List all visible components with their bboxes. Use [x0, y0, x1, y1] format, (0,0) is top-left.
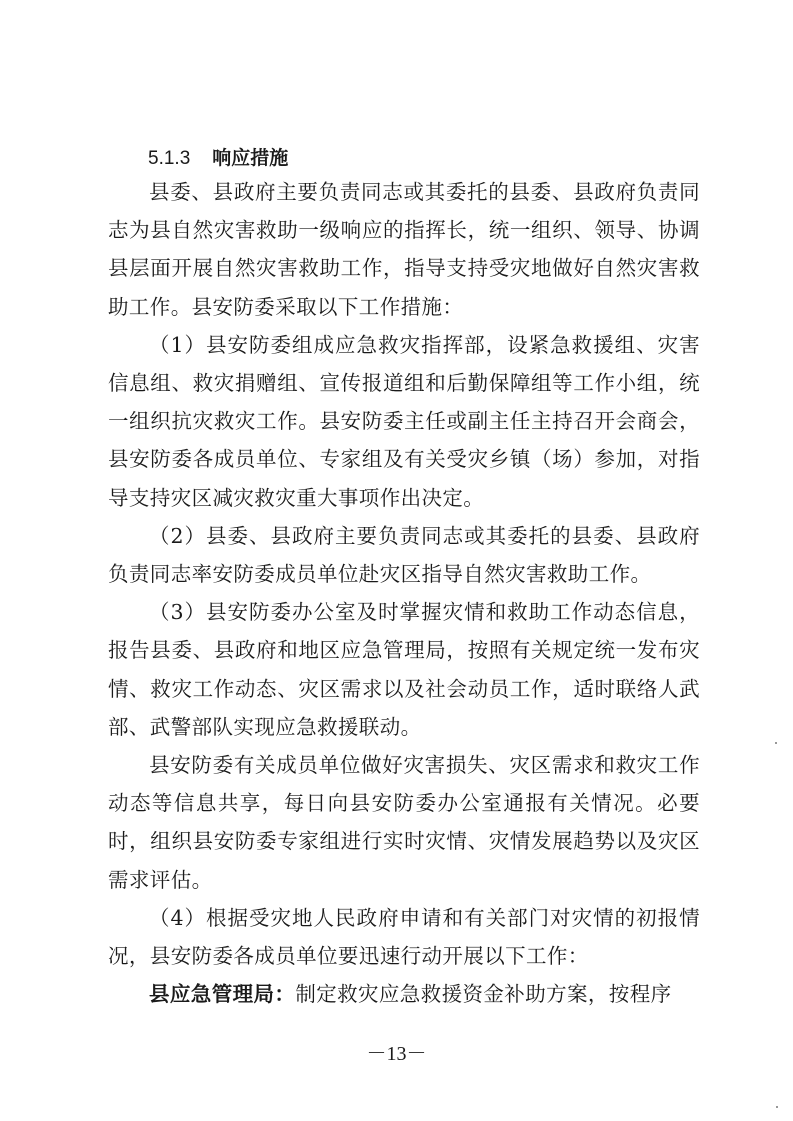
- section-heading: [148, 143, 288, 174]
- paragraph-measure-4: （4）根据受灾地人民政府申请和有关部门对灾情的初报情况，县安防委各成员单位要迅速行动开展以下工作：: [108, 905, 700, 969]
- paragraph-measure-2: （2）县委、县政府主要负责同志或其委托的县委、县政府负责同志率安防委成员单位赴灾区指导自然灾害救助工作。: [108, 523, 700, 587]
- paragraph-measure-3: （3）县安防委办公室及时掌握灾情和救助工作动态信息，报告县委、县政府和地区应急管理局，按照有关规定统一发布灾情、救灾工作动态、灾区需求以及社会动员工作，适时联络人武部、武警部队实现应急救援联动。: [108, 600, 700, 739]
- section-number: 5.1.3: [148, 148, 191, 169]
- section-title: 响应措施: [212, 147, 289, 169]
- paragraph-emergency-bureau: [108, 975, 700, 1013]
- body-text: [108, 173, 700, 1013]
- paragraph-lead-label: 县应急管理局：: [149, 982, 296, 1007]
- paragraph-measure-1: （1）县安防委组成应急救灾指挥部，设紧急救援组、灾害信息组、救灾捐赠组、宣传报道组和后勤保障组等工作小组，统一组织抗灾救灾工作。县安防委主任或副主任主持召开会商会，县安防委各成员单位、专家组及有关受灾乡镇（场）参加，对指导支持灾区减灾救灾重大事项作出决定。: [108, 332, 700, 510]
- scan-speck: [776, 1106, 778, 1108]
- paragraph-lead-text: 制定救灾应急救援资金补助方案，按程序: [295, 982, 672, 1007]
- scan-speck: [775, 742, 777, 744]
- page-number: －13－: [366, 1043, 427, 1065]
- paragraph-intro: 县委、县政府主要负责同志或其委托的县委、县政府负责同志为县自然灾害救助一级响应的指挥长，统一组织、领导、协调县层面开展自然灾害救助工作，指导支持受灾地做好自然灾害救助工作。县安防委采取以下工作措施：: [108, 180, 700, 319]
- paragraph-info-sharing: 县安防委有关成员单位做好灾害损失、灾区需求和救灾工作动态等信息共享，每日向县安防委办公室通报有关情况。必要时，组织县安防委专家组进行实时灾情、灾情发展趋势以及灾区需求评估。: [108, 753, 700, 892]
